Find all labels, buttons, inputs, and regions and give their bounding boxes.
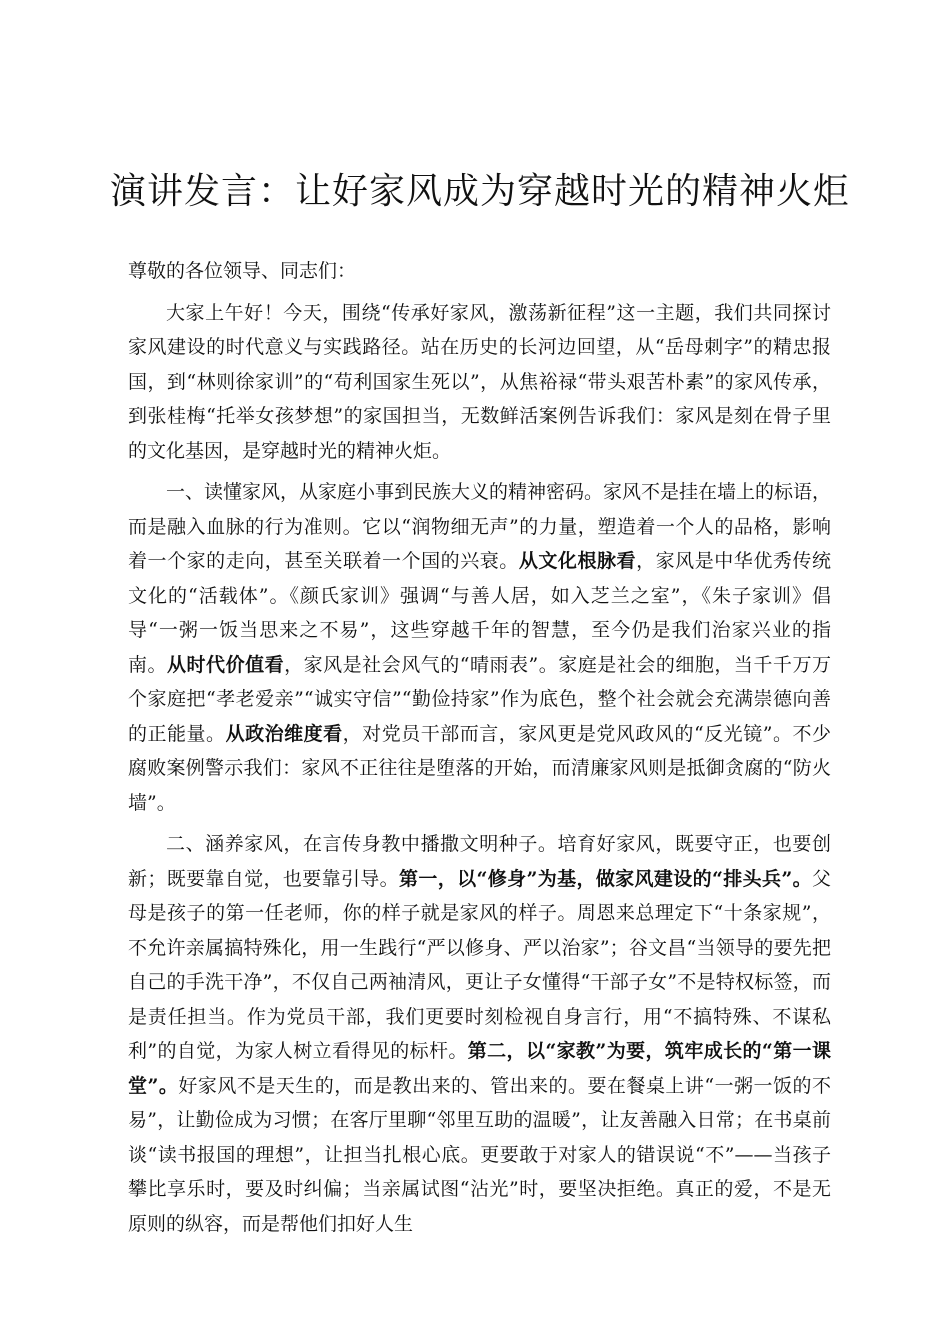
paragraph-section-2 (128, 827, 831, 1241)
document-title: 演讲发言：让好家风成为穿越时光的精神火炬 (110, 171, 851, 212)
salutation: 尊敬的各位领导、同志们： (128, 260, 357, 282)
bold-lead-phrase: 从政治维度看 (225, 722, 343, 745)
paragraph-text: ，家风是社会风气的“晴雨表”。家庭是社会的细胞，当千千万万个家庭把“孝老爱亲”“诚实守信”“勤俭持家”作为底色，整个社会就会充满崇德向善的正能量。 (128, 653, 831, 745)
paragraph-text: ，家风是中华优秀传统文化的“活载体”。《颜氏家训》强调“与善人居，如入芝兰之室”，《朱子家训》倡导“一粥一饭当思来之不易”，这些穿越千年的智慧，至今仍是我们治家兴业的指南。 (128, 550, 831, 676)
paragraph-text: 大家上午好！今天，围绕“传承好家风，激荡新征程”这一主题，我们共同探讨家风建设的时代意义与实践路径。站在历史的长河边回望，从“岳母刺字”的精忠报国，到“林则徐家训”的“苟利国家生死以”，从焦裕禄“带头艰苦朴素”的家风传承，到张桂梅“托举女孩梦想”的家国担当，无数鲜活案例告诉我们：家风是刻在骨子里的文化基因，是穿越时光的精神火炬。 (128, 301, 831, 462)
paragraph-text: 好家风不是天生的，而是教出来的、管出来的。要在餐桌上讲“一粥一饭的不易”，让勤俭成为习惯；在客厅里聊“邻里互助的温暖”，让友善融入日常；在书桌前谈“读书报国的理想”，让担当扎根心底。更要敢于对家人的错误说“不”——当孩子攀比享乐时，要及时纠偏；当亲属试图“沾光”时，要坚决拒绝。真正的爱，不是无原则的纵容，而是帮他们扣好人生 (128, 1074, 831, 1235)
paragraph-section-1 (128, 475, 831, 820)
bold-lead-phrase: 第一，以“修身”为基，做家风建设的“排头兵”。 (399, 867, 812, 890)
paragraph-intro (128, 296, 831, 469)
bold-lead-phrase: 第二，以“家教”为要，筑牢成长的“第一课堂”。 (128, 1040, 831, 1097)
paragraph-text: ，对党员干部而言，家风更是党风政风的“反光镜”。不少腐败案例警示我们：家风不正往往是堕落的开始，而清廉家风则是抵御贪腐的“防火墙”。 (128, 722, 831, 814)
paragraph-text: 一、读懂家风，从家庭小事到民族大义的精神密码。家风不是挂在墙上的标语，而是融入血脉的行为准则。它以“润物细无声”的力量，塑造着一个人的品格，影响着一个家的走向，甚至关联着一个国的兴衰。 (128, 481, 832, 572)
bold-lead-phrase: 从时代价值看 (167, 653, 285, 676)
paragraph-text: 父母是孩子的第一任老师，你的样子就是家风的样子。周恩来总理定下“十条家规”，不允许亲属搞特殊化，用一生践行“严以修身、严以治家”；谷文昌“当领导的要先把自己的手洗干净”，不仅自己两袖清风，更让子女懂得“干部子女”不是特权标签，而是责任担当。作为党员干部，我们更要时刻检视自身言行，用“不搞特殊、不谋私利”的自觉，为家人树立看得见的标杆。 (128, 867, 831, 1062)
document-body (128, 254, 831, 1248)
paragraph-text: 二、涵养家风，在言传身教中播撒文明种子。培育好家风，既要守正，也要创新；既要靠自觉，也要靠引导。 (128, 833, 831, 890)
bold-lead-phrase: 从文化根脉看 (518, 550, 637, 572)
